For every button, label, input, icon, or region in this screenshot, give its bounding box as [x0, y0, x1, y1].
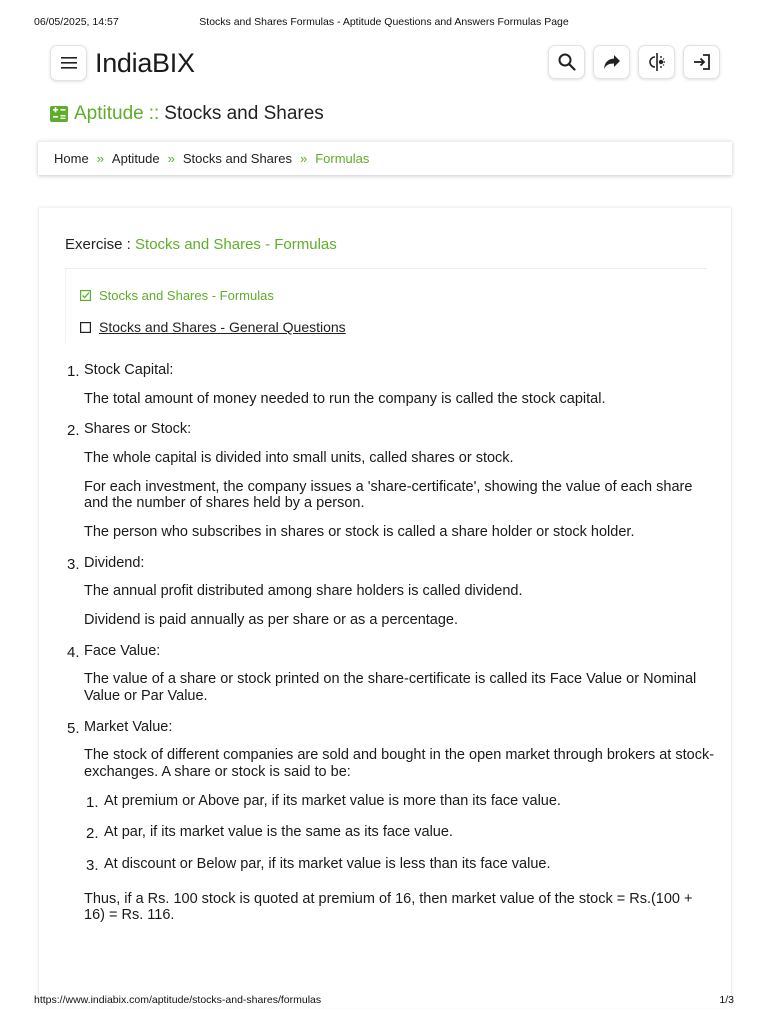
definition-item — [65, 641, 715, 705]
exercise-menu — [65, 268, 707, 343]
breadcrumb — [38, 141, 732, 175]
print-page-number: 1/3 — [719, 994, 734, 1006]
page-title-section: Aptitude — [74, 103, 144, 124]
print-datetime: 06/05/2025, 14:57 — [34, 16, 119, 28]
exercise-value: Stocks and Shares - Formulas — [135, 236, 337, 253]
checkbox-unchecked-icon — [80, 322, 91, 333]
sublist-number: 2. — [86, 825, 99, 843]
exercise-menu-item-general-questions[interactable] — [66, 311, 707, 343]
exercise-title — [65, 236, 337, 253]
sublist-number: 1. — [86, 793, 99, 811]
definition-number: 2. — [67, 422, 80, 440]
login-button[interactable] — [683, 45, 720, 79]
page-title-separator: :: — [148, 103, 160, 124]
calculator-icon — [50, 106, 68, 122]
breadcrumb-stocks-and-shares[interactable]: Stocks and Shares — [182, 151, 292, 166]
share-button[interactable] — [593, 45, 630, 79]
breadcrumb-separator: » — [299, 151, 308, 166]
definition-paragraph: The whole capital is divided into small units, called shares or stock. — [84, 450, 514, 467]
definition-paragraph: The total amount of money needed to run the company is called the stock capital. — [84, 390, 606, 407]
breadcrumb-separator: » — [167, 151, 175, 166]
definition-paragraph: The stock of different companies are sold and bought in the open market through brokers at stock-exchanges. A share or stock is said to be: — [84, 747, 715, 781]
definitions-list — [65, 360, 715, 936]
exercise-label: Exercise : — [65, 236, 131, 253]
definition-term: Dividend: — [84, 554, 145, 571]
sublist-number: 3. — [86, 857, 99, 875]
definition-term: Market Value: — [84, 718, 173, 735]
breadcrumb-separator: » — [96, 151, 104, 166]
definition-paragraph: The value of a share or stock printed on the share-certificate is called its Face Value or Nominal Value or Par Value. — [84, 671, 697, 705]
exercise-menu-label: Stocks and Shares - Formulas — [99, 287, 274, 303]
print-document-title: Stocks and Shares Formulas - Aptitude Questions and Answers Formulas Page — [199, 16, 569, 28]
page-title-topic: Stocks and Shares — [164, 103, 324, 124]
print-footer — [34, 994, 734, 1008]
exercise-menu-link[interactable]: Stocks and Shares - General Questions — [99, 319, 346, 335]
breadcrumb-home[interactable]: Home — [54, 151, 89, 166]
menu-icon — [61, 57, 77, 69]
sublist-item — [84, 793, 715, 810]
menu-button[interactable] — [50, 45, 87, 81]
theme-toggle-icon — [647, 52, 667, 72]
definition-paragraph: For each investment, the company issues a 'share-certificate', showing the value of each share and the number of shares held by a person. — [84, 478, 693, 512]
definition-item — [65, 360, 715, 407]
site-header — [50, 44, 720, 82]
definition-paragraph: The annual profit distributed among share holders is called dividend. — [84, 583, 523, 600]
header-actions — [548, 45, 720, 79]
content-card — [38, 208, 732, 1008]
definition-item — [65, 553, 715, 629]
theme-toggle-button[interactable] — [638, 45, 675, 79]
definition-number: 1. — [67, 363, 80, 380]
sublist-item — [84, 856, 715, 873]
page-title — [50, 103, 324, 125]
sublist-text: At premium or Above par, if its market value is more than its face value. — [104, 792, 561, 809]
exercise-menu-item-formulas[interactable] — [66, 279, 707, 311]
definition-term: Stock Capital: — [84, 362, 174, 378]
definition-item — [65, 717, 715, 924]
definition-paragraph: Dividend is paid annually as per share or as a percentage. — [84, 612, 459, 629]
search-button[interactable] — [548, 45, 585, 79]
sublist-text: At discount or Below par, if its market value is less than its face value. — [104, 856, 551, 873]
market-value-sublist — [84, 793, 715, 873]
print-url: https://www.indiabix.com/aptitude/stocks-and-shares/formulas — [34, 994, 322, 1006]
checkbox-checked-icon — [80, 290, 91, 301]
definition-term: Face Value: — [84, 642, 161, 659]
search-icon — [558, 53, 576, 71]
definition-example: Thus, if a Rs. 100 stock is quoted at premium of 16, then market value of the stock = Rs.(100 + 16) = Rs. 116. — [84, 890, 693, 924]
definition-item — [65, 419, 715, 540]
breadcrumb-aptitude[interactable]: Aptitude — [111, 151, 160, 166]
definition-term: Shares or Stock: — [84, 421, 192, 438]
definition-number: 5. — [67, 719, 80, 737]
definition-number: 4. — [67, 643, 80, 661]
definition-paragraph: The person who subscribes in shares or stock is called a share holder or stock holder. — [84, 524, 635, 541]
sublist-item — [84, 824, 715, 841]
print-header — [34, 16, 734, 30]
breadcrumb-formulas: Formulas — [315, 151, 370, 166]
site-logo[interactable]: IndiaBIX — [95, 48, 195, 78]
share-icon — [603, 54, 621, 70]
login-icon — [693, 53, 711, 71]
sublist-text: At par, if its market value is the same as its face value. — [104, 824, 453, 841]
definition-number: 3. — [67, 555, 80, 573]
